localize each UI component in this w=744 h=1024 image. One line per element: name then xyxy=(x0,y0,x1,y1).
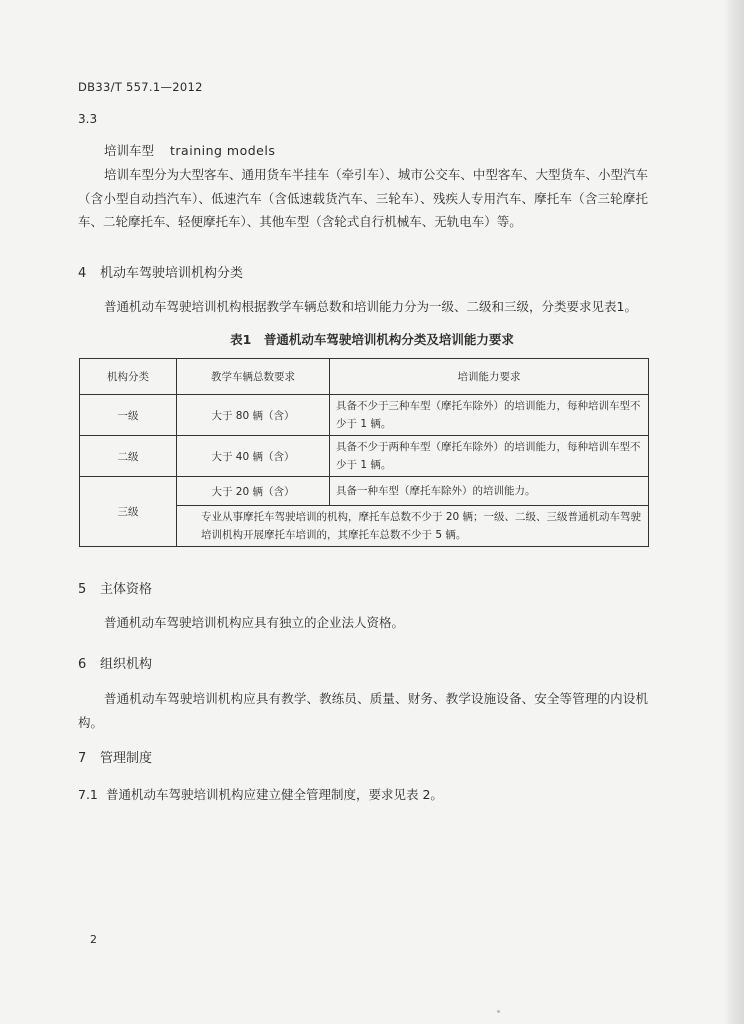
term-definition: 培训车型分为大型客车、通用货车半挂车（牵引车）、城市公交车、中型客车、大型货车、小型汽车（含小型自动挡汽车）、低速汽车（含低速载货汽车、三轮车）、残疾人专用汽车、摩托车（含三轮摩托车、二轮摩托车、轻便摩托车）、其他车型（含轮式自行机械车、无轨电车）等。 xyxy=(78,167,648,229)
cell-class: 二级 xyxy=(80,436,177,477)
table-1 xyxy=(79,358,649,547)
table-note: 专业从事摩托车驾驶培训的机构，摩托车总数不少于 20 辆；一级、二级、三级普通机动车驾驶培训机构开展摩托车培训的，其摩托车总数不少于 5 辆。 xyxy=(177,506,649,547)
cell-class: 一级 xyxy=(80,395,177,436)
cell-capability: 具备不少于三种车型（摩托车除外）的培训能力，每种培训车型不少于 1 辆。 xyxy=(330,395,649,436)
section-4-title: 机动车驾驶培训机构分类 xyxy=(100,266,244,281)
cell-vehicles: 大于 40 辆（含） xyxy=(177,436,330,477)
section-7-number: 7 xyxy=(78,751,87,766)
clause-7-1-text: 普通机动车驾驶培训机构应建立健全管理制度，要求见表 2。 xyxy=(106,787,443,802)
cell-capability: 具备不少于两种车型（摩托车除外）的培训能力，每种培训车型不少于 1 辆。 xyxy=(330,436,649,477)
cell-vehicles: 大于 80 辆（含） xyxy=(177,395,330,436)
section-6-title: 组织机构 xyxy=(100,657,153,672)
section-5-title: 主体资格 xyxy=(100,582,153,597)
section-7-title: 管理制度 xyxy=(100,751,153,766)
page-number: 2 xyxy=(90,933,97,946)
header-cell-class: 机构分类 xyxy=(80,359,177,395)
cell-vehicles: 大于 20 辆（含） xyxy=(177,477,330,506)
header-cell-vehicles: 教学车辆总数要求 xyxy=(177,359,330,395)
table-row xyxy=(80,477,649,506)
cell-class: 三级 xyxy=(80,477,177,547)
clause-7-1-number: 7.1 xyxy=(78,787,98,802)
section-6-paragraph: 普通机动车驾驶培训机构应具有教学、教练员、质量、财务、教学设施设备、安全等管理的内设机构。 xyxy=(78,691,648,730)
term-title xyxy=(104,141,275,159)
clause-7-1 xyxy=(78,783,648,807)
document-code-header: DB33/T 557.1—2012 xyxy=(78,80,203,94)
section-5-heading xyxy=(78,578,152,597)
scan-speck xyxy=(497,1010,500,1013)
header-cell-capability: 培训能力要求 xyxy=(330,359,649,395)
table-header-row xyxy=(80,359,649,395)
page-edge-shadow xyxy=(724,0,744,1024)
section-7-heading xyxy=(78,747,152,766)
section-5-number: 5 xyxy=(78,582,87,597)
term-en: training models xyxy=(170,143,276,158)
section-6-heading xyxy=(78,653,152,672)
clause-number-3-3: 3.3 xyxy=(78,112,98,126)
section-5-paragraph: 普通机动车驾驶培训机构应具有独立的企业法人资格。 xyxy=(104,615,405,630)
table-1-title: 表1 普通机动车驾驶培训机构分类及培训能力要求 xyxy=(230,332,514,347)
section-4-heading xyxy=(78,262,243,281)
section-4-paragraph: 普通机动车驾驶培训机构根据教学车辆总数和培训能力分为一级、二级和三级，分类要求见表1。 xyxy=(104,299,637,314)
term-zh: 培训车型 xyxy=(104,143,155,158)
table-row xyxy=(80,395,649,436)
section-4-number: 4 xyxy=(78,266,87,281)
table-row xyxy=(80,436,649,477)
cell-capability: 具备一种车型（摩托车除外）的培训能力。 xyxy=(330,477,649,506)
section-6-number: 6 xyxy=(78,657,87,672)
